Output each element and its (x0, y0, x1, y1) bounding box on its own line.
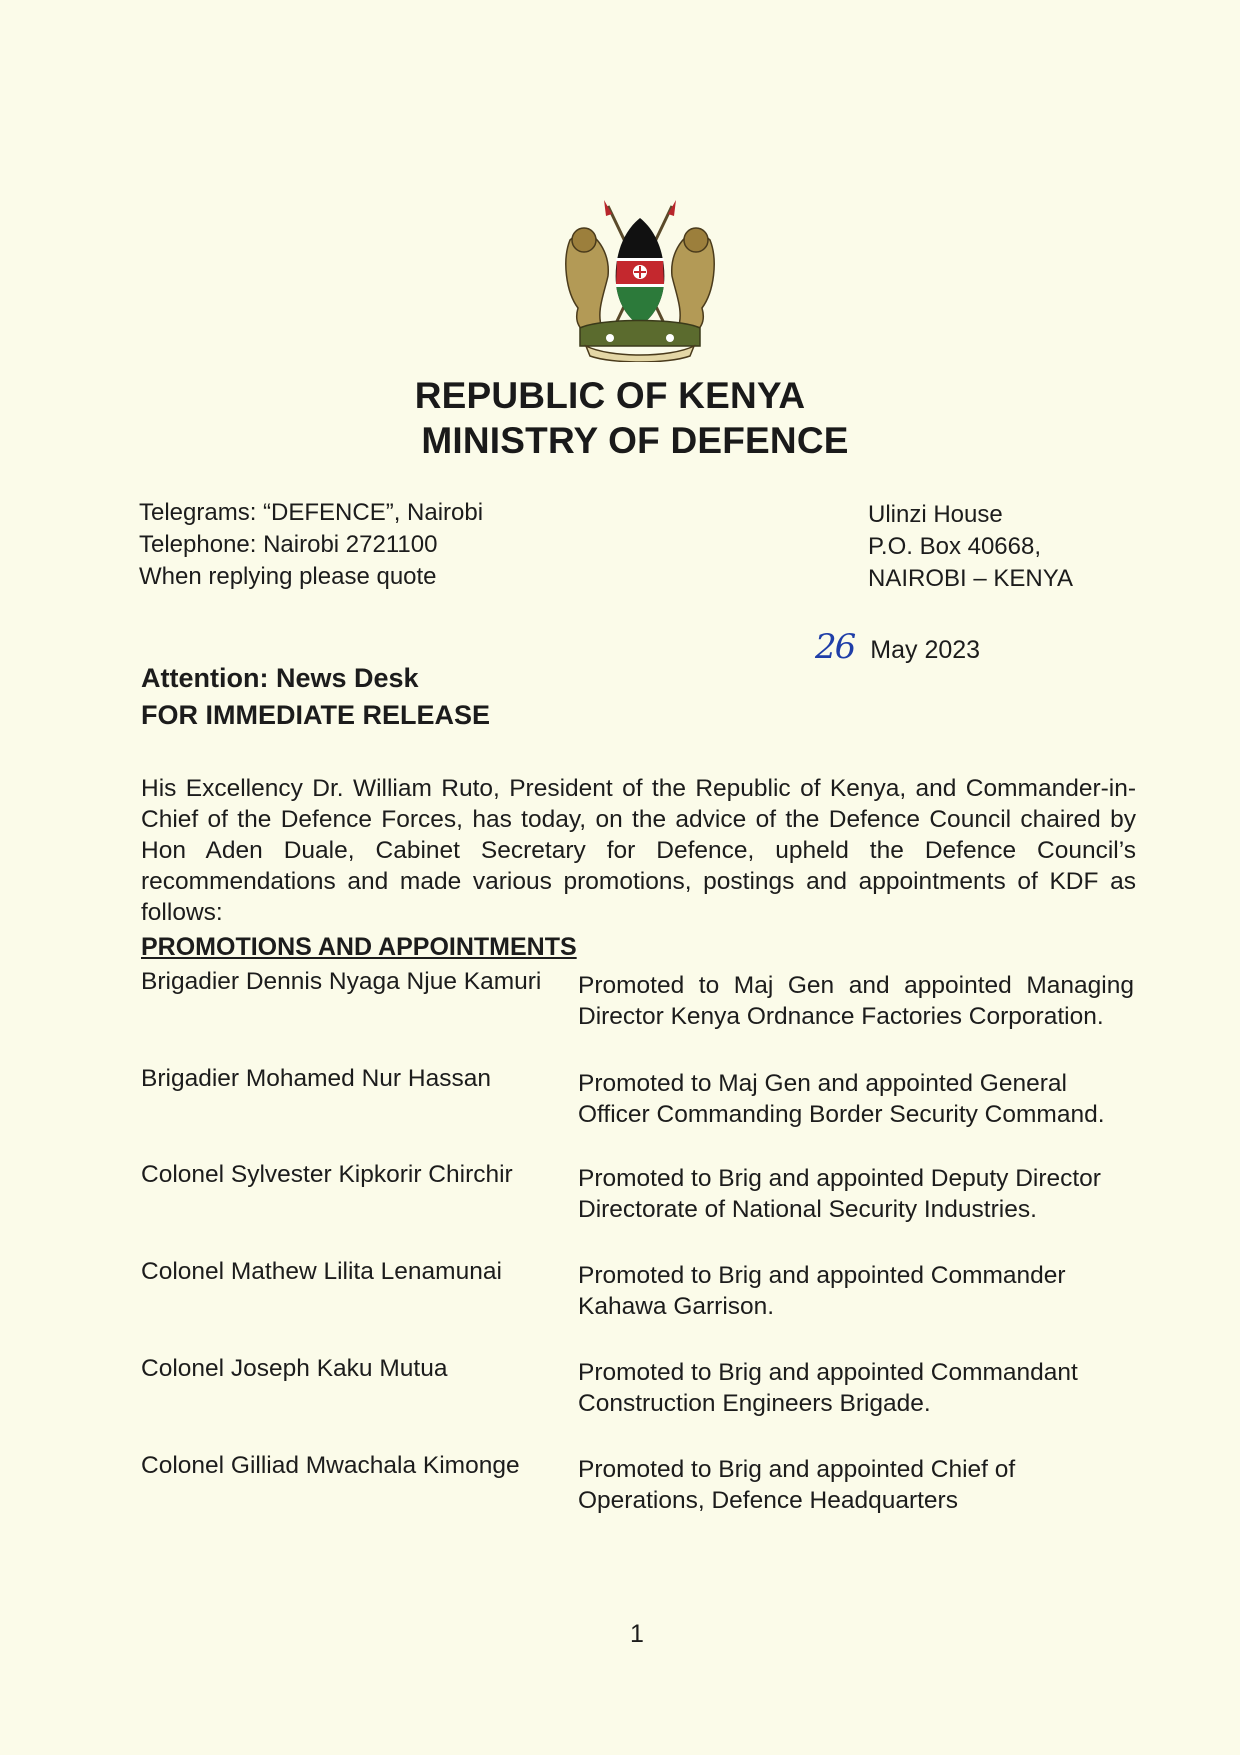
appointment-description: Promoted to Brig and appointed Commander Kahawa Garrison. (578, 1262, 1066, 1320)
appointee-name: Colonel Joseph Kaku Mutua (141, 1355, 448, 1382)
appointee-name: Colonel Sylvester Kipkorir Chirchir (141, 1161, 513, 1188)
appointee-name: Colonel Gilliad Mwachala Kimonge (141, 1452, 520, 1479)
appointment-description: Promoted to Brig and appointed Deputy Director Directorate of National Security Industries. (578, 1165, 1101, 1223)
appointee-name: Colonel Mathew Lilita Lenamunai (141, 1258, 502, 1285)
header-ministry: MINISTRY OF DEFENCE (421, 420, 849, 461)
date-month-year: May 2023 (870, 636, 981, 664)
kenya-coat-of-arms-icon (560, 200, 720, 362)
contact-telegrams: Telegrams: “DEFENCE”, Nairobi (139, 499, 484, 526)
contact-reply-note: When replying please quote (139, 563, 437, 590)
attention-line: Attention: News Desk (141, 663, 419, 693)
contact-block (139, 497, 483, 593)
date-day-handwritten: 26 (815, 627, 855, 667)
appointment-description: Promoted to Brig and appointed Commandant Construction Engineers Brigade. (578, 1359, 1078, 1417)
appointment-description: Promoted to Maj Gen and appointed General Officer Commanding Border Security Command. (578, 1070, 1105, 1128)
attention-block (141, 660, 490, 734)
appointment-description: Promoted to Brig and appointed Chief of Operations, Defence Headquarters (578, 1456, 1016, 1514)
address-line-1: Ulinzi House (868, 501, 1003, 528)
release-line: FOR IMMEDIATE RELEASE (141, 700, 491, 730)
appointment-description: Promoted to Maj Gen and appointed Managing Director Kenya Ordnance Factories Corporation. (578, 972, 1134, 1030)
section-title: PROMOTIONS AND APPOINTMENTS (141, 933, 577, 961)
address-line-3: NAIROBI – KENYA (868, 565, 1073, 592)
document-date (815, 627, 980, 667)
appointee-name: Brigadier Mohamed Nur Hassan (141, 1065, 491, 1092)
address-block (868, 499, 1073, 595)
appointee-name: Brigadier Dennis Nyaga Njue Kamuri (141, 968, 542, 995)
contact-telephone: Telephone: Nairobi 2721100 (139, 531, 438, 558)
address-line-2: P.O. Box 40668, (868, 533, 1042, 560)
intro-paragraph: His Excellency Dr. William Ruto, President of the Republic of Kenya, and Commander-in-Chief of the Defence Forces, has today, on the advice of the Defence Council chaired by Hon Aden Duale, Cabinet Secretary for Defence, upheld the Defence Council’s recommendations and made various promotions, postings and appointments of KDF as follows: (141, 775, 1136, 926)
page-number: 1 (630, 1620, 644, 1648)
header-republic: REPUBLIC OF KENYA (414, 375, 806, 416)
